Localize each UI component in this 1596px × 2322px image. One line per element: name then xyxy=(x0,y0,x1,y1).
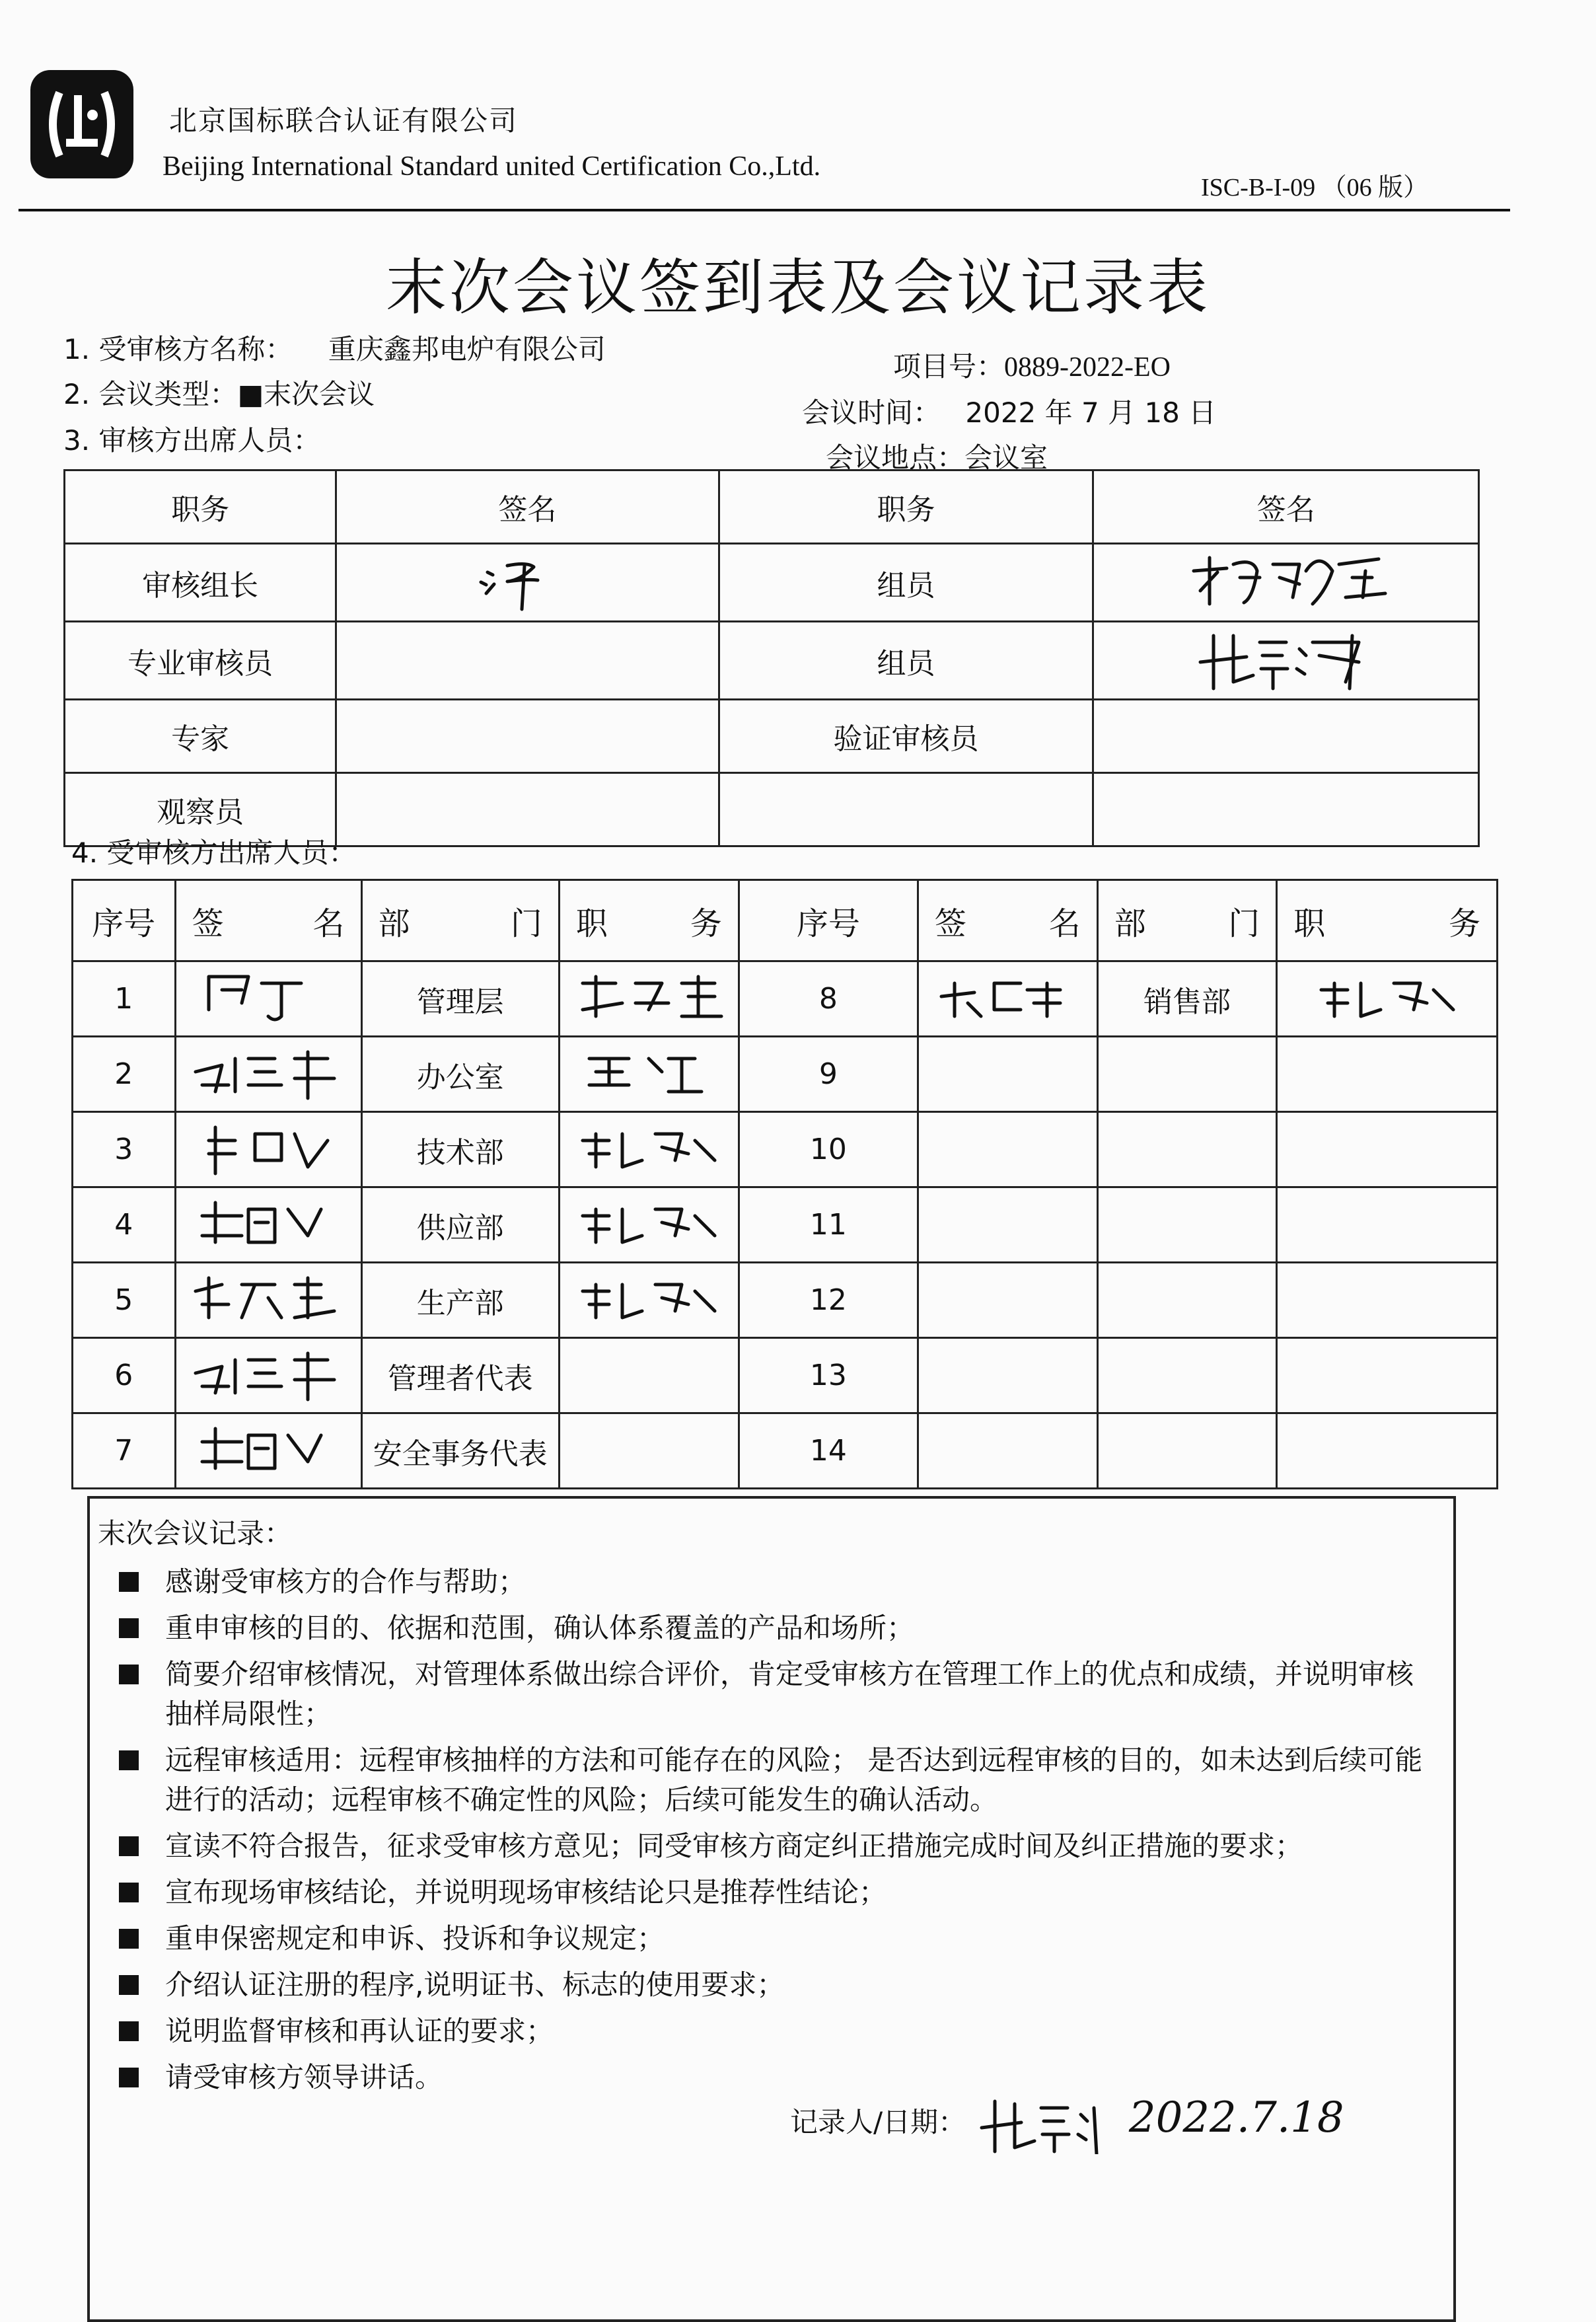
row-no: 12 xyxy=(739,1263,918,1338)
duty-cell xyxy=(1277,1263,1498,1338)
table-row xyxy=(73,1187,1498,1263)
department-cell xyxy=(1097,1338,1277,1413)
signature-cell xyxy=(175,1112,361,1187)
row-no: 6 xyxy=(73,1338,176,1413)
row-no: 13 xyxy=(739,1338,918,1413)
duty-cell xyxy=(1277,1112,1498,1187)
handwritten-signature xyxy=(461,546,593,612)
department-cell xyxy=(1097,1187,1277,1263)
square-bullet-icon xyxy=(119,2068,139,2087)
table-row xyxy=(73,1263,1498,1338)
list-item: 宣布现场审核结论，并说明现场审核结论只是推荐性结论； xyxy=(119,1873,1433,1912)
handwritten-duty xyxy=(569,1114,728,1178)
list-item: 请受审核方领导讲话。 xyxy=(119,2058,1433,2097)
duty-cell xyxy=(559,961,739,1037)
handwritten-duty xyxy=(569,1039,728,1102)
audit-team-label: 3. 审核方出席人员： xyxy=(63,424,321,457)
recorder-line xyxy=(790,2093,1344,2154)
audit-team-table xyxy=(63,469,1480,847)
signature-cell xyxy=(1093,773,1479,846)
signature-cell xyxy=(918,1263,1097,1338)
audit-team-row xyxy=(65,700,1479,773)
role-cell: 专业审核员 xyxy=(65,622,336,700)
auditee-name-value: 重庆鑫邦电炉有限公司 xyxy=(328,333,606,365)
row-no: 4 xyxy=(73,1187,176,1263)
signature-cell xyxy=(1093,700,1479,773)
row-no: 11 xyxy=(739,1187,918,1263)
audit-team-row xyxy=(65,622,1479,700)
signature-cell xyxy=(1093,544,1479,622)
row-no: 2 xyxy=(73,1037,176,1112)
header-department: 部 门 xyxy=(1097,880,1277,961)
department-cell: 管理层 xyxy=(361,961,559,1037)
notes-title: 末次会议记录： xyxy=(98,1517,293,1550)
duty-cell xyxy=(1277,961,1498,1037)
row-no: 3 xyxy=(73,1112,176,1187)
signature-cell xyxy=(918,1037,1097,1112)
department-cell: 安全事务代表 xyxy=(361,1413,559,1489)
auditee-name-line xyxy=(63,328,606,367)
handwritten-signature xyxy=(182,1340,354,1404)
square-bullet-icon xyxy=(119,1572,139,1592)
signature-cell xyxy=(336,544,719,622)
signature-cell xyxy=(336,622,719,700)
handwritten-duty xyxy=(569,963,728,1027)
auditee-name-label: 1. 受审核方名称： xyxy=(63,333,293,365)
meeting-time-label: 会议时间： xyxy=(802,396,941,429)
role-cell: 验证审核员 xyxy=(719,700,1093,773)
square-bullet-icon xyxy=(119,1618,139,1638)
recorder-label: 记录人/日期： xyxy=(790,2106,966,2138)
department-cell xyxy=(1097,1037,1277,1112)
handwritten-signature xyxy=(182,1039,354,1102)
duty-cell xyxy=(559,1112,739,1187)
handwritten-duty xyxy=(569,1265,728,1328)
header-department: 部 门 xyxy=(361,880,559,961)
handwritten-signature xyxy=(189,1189,347,1253)
department-cell: 技术部 xyxy=(361,1112,559,1187)
list-item: 重申审核的目的、依据和范围，确认体系覆盖的产品和场所； xyxy=(119,1608,1433,1648)
department-cell xyxy=(1097,1413,1277,1489)
header-divider xyxy=(18,209,1510,211)
duty-cell xyxy=(1277,1187,1498,1263)
row-no: 14 xyxy=(739,1413,918,1489)
company-name-en: Beijing International Standard united Certification Co.,Ltd. xyxy=(163,151,821,182)
handwritten-signature xyxy=(1174,544,1398,613)
meeting-time-line xyxy=(802,391,1216,431)
row-no: 8 xyxy=(739,961,918,1037)
header-role: 职务 xyxy=(719,470,1093,544)
duty-cell xyxy=(1277,1037,1498,1112)
header-duty: 职 务 xyxy=(559,880,739,961)
table-row xyxy=(73,1037,1498,1112)
audit-team-header-row xyxy=(65,470,1479,544)
signature-cell xyxy=(175,961,361,1037)
list-item: 介绍认证注册的程序,说明证书、标志的使用要求； xyxy=(119,1965,1433,2005)
signature-cell xyxy=(175,1037,361,1112)
handwritten-signature xyxy=(928,963,1087,1027)
handwritten-signature xyxy=(975,2095,1120,2154)
auditee-attendees-table xyxy=(71,879,1498,1489)
list-item: 说明监督审核和再认证的要求； xyxy=(119,2011,1433,2051)
meeting-type-value: ■末次会议 xyxy=(237,378,375,410)
role-cell: 组员 xyxy=(719,544,1093,622)
header-duty: 职 务 xyxy=(1277,880,1498,961)
department-cell xyxy=(1097,1112,1277,1187)
project-number-label: 项目号： xyxy=(893,350,1005,383)
role-cell: 专家 xyxy=(65,700,336,773)
signature-cell xyxy=(336,773,719,846)
row-no: 1 xyxy=(73,961,176,1037)
duty-cell xyxy=(559,1037,739,1112)
square-bullet-icon xyxy=(119,2021,139,2041)
square-bullet-icon xyxy=(119,1975,139,1995)
header-no: 序号 xyxy=(73,880,176,961)
square-bullet-icon xyxy=(119,1929,139,1949)
role-cell: 观察员 xyxy=(65,773,336,846)
header-signature: 签名 xyxy=(1093,470,1479,544)
duty-cell xyxy=(559,1413,739,1489)
meeting-type-label: 2. 会议类型： xyxy=(63,378,238,410)
signature-cell xyxy=(918,1338,1097,1413)
header-signature: 签 名 xyxy=(918,880,1097,961)
role-cell xyxy=(719,773,1093,846)
signature-cell xyxy=(918,1413,1097,1489)
table-row xyxy=(73,1413,1498,1489)
signature-cell xyxy=(918,1187,1097,1263)
list-item: 感谢受审核方的合作与帮助； xyxy=(119,1562,1433,1602)
signature-cell xyxy=(918,1112,1097,1187)
row-no: 9 xyxy=(739,1037,918,1112)
list-item: 重申保密规定和申诉、投诉和争议规定； xyxy=(119,1919,1433,1959)
table-row xyxy=(73,1112,1498,1187)
project-number-line xyxy=(893,345,1171,385)
list-item: 宣读不符合报告，征求受审核方意见；同受审核方商定纠正措施完成时间及纠正措施的要求； xyxy=(119,1826,1433,1866)
handwritten-signature xyxy=(189,963,347,1027)
duty-cell xyxy=(1277,1338,1498,1413)
square-bullet-icon xyxy=(119,1836,139,1856)
signature-cell xyxy=(175,1187,361,1263)
signature-cell xyxy=(918,961,1097,1037)
signature-cell xyxy=(1093,622,1479,700)
project-number-value: 0889-2022-EO xyxy=(1004,352,1171,383)
row-no: 5 xyxy=(73,1263,176,1338)
auditee-attendees-label: 4. 受审核方出席人员： xyxy=(71,837,357,869)
notes-list xyxy=(119,1562,1433,2104)
meeting-place-value: 会议室 xyxy=(964,441,1048,474)
list-item: 简要介绍审核情况，对管理体系做出综合评价，肯定受审核方在管理工作上的优点和成绩，并说明审核抽样局限性； xyxy=(119,1655,1433,1734)
department-cell: 供应部 xyxy=(361,1187,559,1263)
department-cell: 生产部 xyxy=(361,1263,559,1338)
handwritten-signature xyxy=(1187,622,1385,691)
company-name-cn: 北京国标联合认证有限公司 xyxy=(169,104,519,137)
duty-cell xyxy=(559,1263,739,1338)
handwritten-duty xyxy=(569,1189,728,1253)
duty-cell xyxy=(559,1338,739,1413)
duty-cell xyxy=(559,1187,739,1263)
signature-cell xyxy=(175,1263,361,1338)
handwritten-signature xyxy=(189,1415,347,1479)
recorder-date: 2022.7.18 xyxy=(1128,2093,1344,2142)
header-no: 序号 xyxy=(739,880,918,961)
meeting-notes-box xyxy=(87,1496,1456,2322)
meeting-type-line xyxy=(63,373,375,412)
handwritten-signature xyxy=(182,1265,354,1328)
square-bullet-icon xyxy=(119,1665,139,1684)
handwritten-duty xyxy=(1308,963,1467,1027)
header-signature: 签 名 xyxy=(175,880,361,961)
row-no: 10 xyxy=(739,1112,918,1187)
row-no: 7 xyxy=(73,1413,176,1489)
meeting-place-label: 会议地点： xyxy=(826,441,965,474)
signature-cell xyxy=(336,700,719,773)
department-cell: 管理者代表 xyxy=(361,1338,559,1413)
signature-cell xyxy=(175,1338,361,1413)
role-cell: 组员 xyxy=(719,622,1093,700)
department-cell: 办公室 xyxy=(361,1037,559,1112)
role-cell: 审核组长 xyxy=(65,544,336,622)
table-row xyxy=(73,961,1498,1037)
department-cell xyxy=(1097,1263,1277,1338)
signature-cell xyxy=(175,1413,361,1489)
handwritten-signature xyxy=(189,1114,347,1178)
company-logo xyxy=(26,66,137,182)
header-signature: 签名 xyxy=(336,470,719,544)
document-title: 末次会议签到表及会议记录表 xyxy=(385,252,1210,323)
table-row xyxy=(73,1338,1498,1413)
audit-team-row xyxy=(65,544,1479,622)
square-bullet-icon xyxy=(119,1750,139,1770)
list-item: 远程审核适用：远程审核抽样的方法和可能存在的风险； 是否达到远程审核的目的，如未达到后续可能进行的活动；远程审核不确定性的风险；后续可能发生的确认活动。 xyxy=(119,1741,1433,1820)
duty-cell xyxy=(1277,1413,1498,1489)
square-bullet-icon xyxy=(119,1883,139,1902)
department-cell: 销售部 xyxy=(1097,961,1277,1037)
meeting-time-value: 2022 年 7 月 18 日 xyxy=(965,396,1217,429)
header-role: 职务 xyxy=(65,470,336,544)
document-code: ISC-B-I-09 （06 版） xyxy=(1201,174,1429,202)
attendees-header-row xyxy=(73,880,1498,961)
